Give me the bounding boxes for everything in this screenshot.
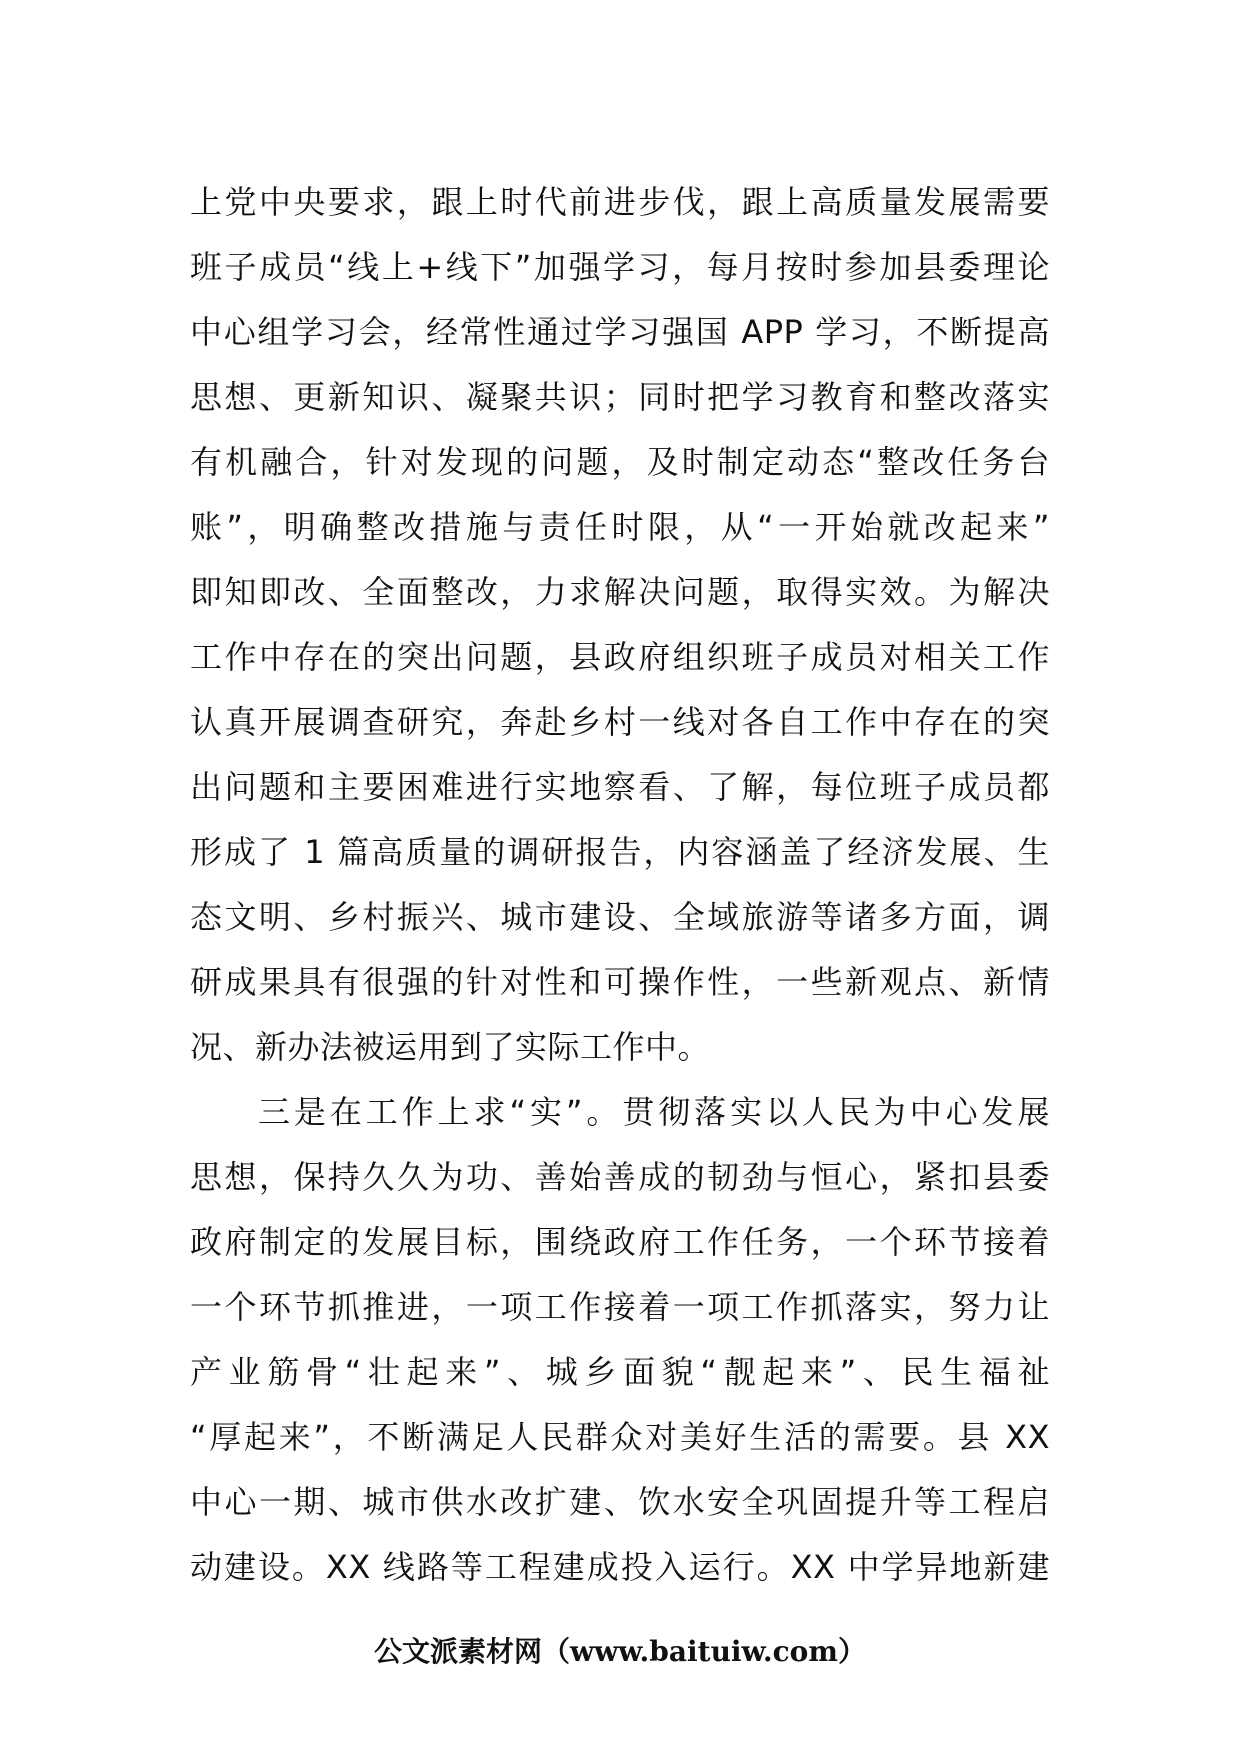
footer-watermark: 公文派素材网（www.baituiw.com） [374, 1635, 866, 1668]
text-line: 政府制定的发展目标，围绕政府工作任务，一个环节接着 [190, 1223, 1050, 1261]
text-line: 产业筋骨“壮起来”、城乡面貌“靓起来”、民生福祉 [190, 1353, 1050, 1391]
text-line: 中心一期、城市供水改扩建、饮水安全巩固提升等工程启 [190, 1483, 1050, 1521]
text-line: 思想，保持久久为功、善始善成的韧劲与恒心，紧扣县委 [190, 1158, 1050, 1196]
paragraph-start-line: 三是在工作上求“实”。贯彻落实以人民为中心发展 [258, 1093, 1050, 1131]
text-line: 认真开展调查研究，奔赴乡村一线对各自工作中存在的突 [190, 703, 1050, 741]
text-line: 账”，明确整改措施与责任时限，从“一开始就改起来” [190, 508, 1050, 546]
text-line: 研成果具有很强的针对性和可操作性，一些新观点、新情 [190, 963, 1050, 1001]
text-line: 动建设。XX 线路等工程建成投入运行。XX 中学异地新建 [190, 1548, 1050, 1586]
text-line: 形成了 1 篇高质量的调研报告，内容涵盖了经济发展、生 [190, 833, 1050, 871]
text-line: 思想、更新知识、凝聚共识；同时把学习教育和整改落实 [190, 378, 1050, 416]
text-line: 上党中央要求，跟上时代前进步伐，跟上高质量发展需要 [190, 183, 1050, 221]
paragraph-end-line: 况、新办法被运用到了实际工作中。 [190, 1028, 711, 1066]
text-line: 出问题和主要困难进行实地察看、了解，每位班子成员都 [190, 768, 1050, 806]
text-line: 工作中存在的突出问题，县政府组织班子成员对相关工作 [190, 638, 1050, 676]
text-line: “厚起来”，不断满足人民群众对美好生活的需要。县 XX [190, 1418, 1050, 1456]
text-line: 中心组学习会，经常性通过学习强国 APP 学习，不断提高 [190, 313, 1050, 351]
text-line: 一个环节抓推进，一项工作接着一项工作抓落实，努力让 [190, 1288, 1050, 1326]
text-line: 即知即改、全面整改，力求解决问题，取得实效。为解决 [190, 573, 1050, 611]
document-body [190, 170, 1050, 1600]
text-line: 态文明、乡村振兴、城市建设、全域旅游等诸多方面，调 [190, 898, 1050, 936]
text-line: 有机融合，针对发现的问题，及时制定动态“整改任务台 [190, 443, 1050, 481]
text-line: 班子成员“线上+线下”加强学习，每月按时参加县委理论 [190, 248, 1050, 286]
